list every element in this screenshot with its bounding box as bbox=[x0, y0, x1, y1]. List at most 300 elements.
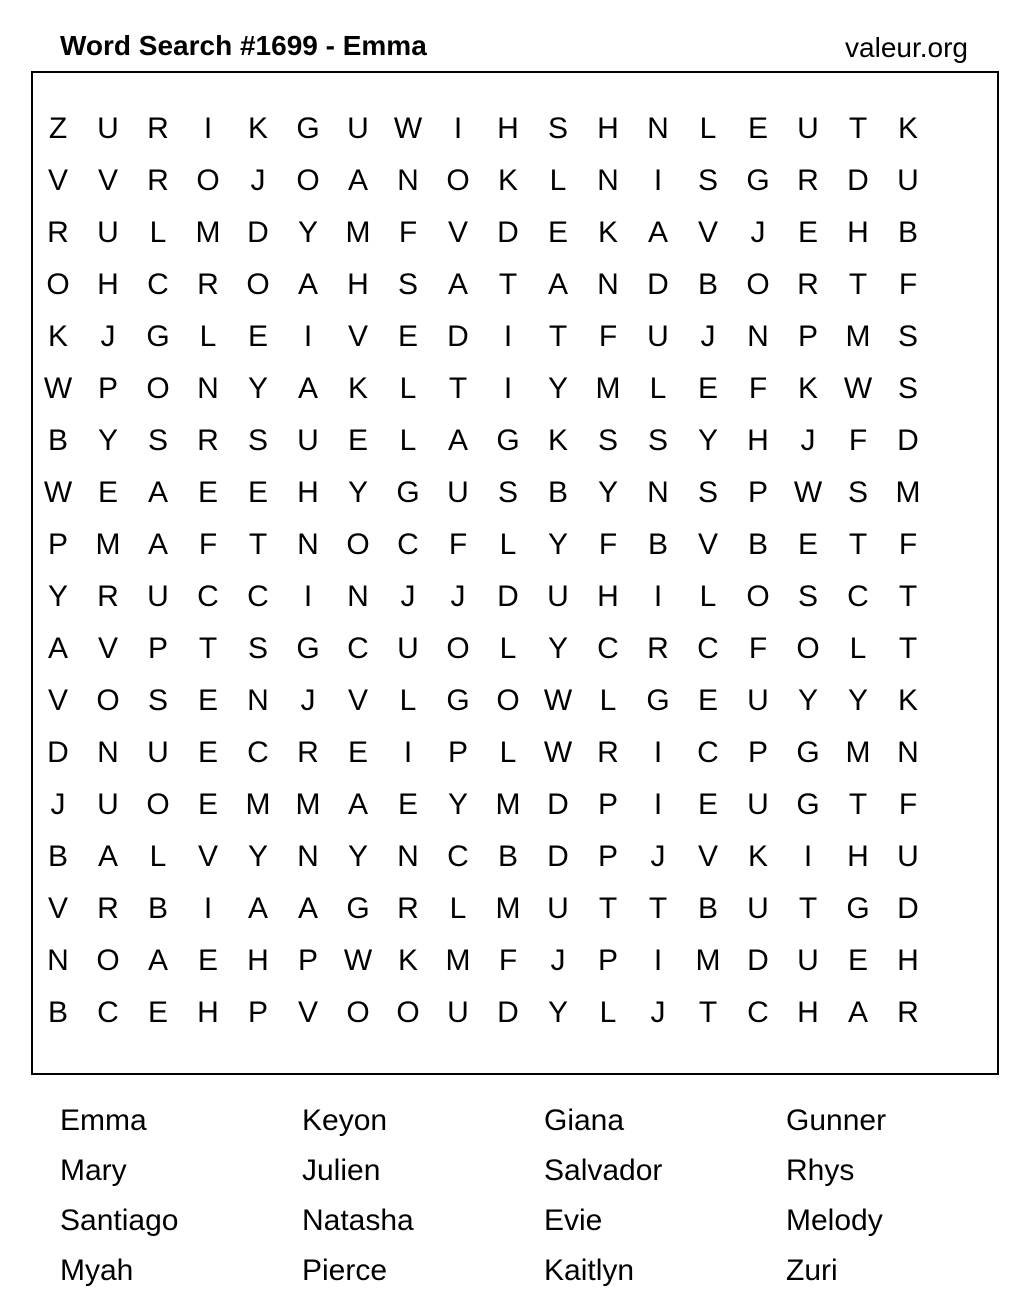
grid-cell[interactable]: T bbox=[848, 112, 868, 145]
grid-cell[interactable]: Y bbox=[547, 528, 568, 561]
grid-cell[interactable]: W bbox=[43, 372, 73, 405]
grid-cell[interactable]: J bbox=[800, 424, 816, 457]
grid-cell[interactable]: J bbox=[300, 684, 316, 717]
grid-cell[interactable]: K bbox=[897, 684, 918, 717]
grid-cell[interactable]: L bbox=[399, 424, 417, 457]
grid-cell[interactable]: I bbox=[303, 320, 313, 353]
grid-cell[interactable]: J bbox=[250, 164, 266, 197]
grid-cell[interactable]: J bbox=[450, 580, 466, 613]
grid-cell[interactable]: R bbox=[897, 996, 919, 1029]
grid-cell[interactable]: A bbox=[247, 892, 268, 925]
grid-cell[interactable]: S bbox=[247, 632, 268, 665]
grid-cell[interactable]: S bbox=[897, 372, 918, 405]
grid-cell[interactable]: A bbox=[297, 372, 318, 405]
grid-cell[interactable]: U bbox=[547, 580, 569, 613]
grid-cell[interactable]: U bbox=[747, 788, 769, 821]
grid-cell[interactable]: Y bbox=[597, 476, 618, 509]
grid-cell[interactable]: T bbox=[848, 788, 868, 821]
grid-cell[interactable]: U bbox=[447, 996, 469, 1029]
grid-cell[interactable]: O bbox=[796, 632, 820, 665]
grid-cell[interactable]: F bbox=[498, 944, 518, 977]
grid-cell[interactable]: B bbox=[147, 892, 168, 925]
grid-cell[interactable]: I bbox=[653, 788, 663, 821]
grid-cell[interactable]: K bbox=[597, 216, 618, 249]
grid-cell[interactable]: A bbox=[47, 632, 68, 665]
grid-cell[interactable]: I bbox=[653, 736, 663, 769]
grid-cell[interactable]: E bbox=[197, 944, 218, 977]
grid-cell[interactable]: J bbox=[50, 788, 66, 821]
grid-cell[interactable]: N bbox=[347, 580, 369, 613]
grid-cell[interactable]: B bbox=[897, 216, 918, 249]
grid-cell[interactable]: L bbox=[549, 164, 567, 197]
grid-cell[interactable]: F bbox=[898, 788, 918, 821]
grid-cell[interactable]: H bbox=[847, 216, 869, 249]
grid-cell[interactable]: R bbox=[797, 164, 819, 197]
grid-cell[interactable]: B bbox=[697, 268, 718, 301]
grid-cell[interactable]: G bbox=[746, 164, 770, 197]
grid-cell[interactable]: C bbox=[97, 996, 119, 1029]
grid-cell[interactable]: O bbox=[346, 528, 370, 561]
grid-cell[interactable]: D bbox=[497, 216, 519, 249]
grid-cell[interactable]: U bbox=[147, 580, 169, 613]
grid-cell[interactable]: S bbox=[497, 476, 518, 509]
grid-cell[interactable]: M bbox=[495, 892, 521, 925]
grid-cell[interactable]: E bbox=[797, 528, 818, 561]
grid-cell[interactable]: E bbox=[197, 684, 218, 717]
grid-cell[interactable]: N bbox=[597, 268, 619, 301]
grid-cell[interactable]: C bbox=[697, 736, 719, 769]
grid-cell[interactable]: J bbox=[650, 996, 666, 1029]
grid-cell[interactable]: T bbox=[798, 892, 818, 925]
grid-cell[interactable]: R bbox=[297, 736, 319, 769]
grid-cell[interactable]: S bbox=[697, 476, 718, 509]
grid-cell[interactable]: W bbox=[343, 944, 373, 977]
grid-cell[interactable]: E bbox=[197, 476, 218, 509]
grid-cell[interactable]: T bbox=[198, 632, 218, 665]
grid-cell[interactable]: O bbox=[146, 788, 170, 821]
grid-cell[interactable]: F bbox=[598, 320, 618, 353]
grid-cell[interactable]: Y bbox=[247, 840, 268, 873]
grid-cell[interactable]: S bbox=[797, 580, 818, 613]
grid-cell[interactable]: T bbox=[698, 996, 718, 1029]
grid-cell[interactable]: P bbox=[797, 320, 818, 353]
grid-cell[interactable]: U bbox=[647, 320, 669, 353]
grid-cell[interactable]: U bbox=[897, 840, 919, 873]
grid-cell[interactable]: P bbox=[597, 944, 618, 977]
grid-cell[interactable]: S bbox=[697, 164, 718, 197]
grid-cell[interactable]: N bbox=[647, 476, 669, 509]
grid-cell[interactable]: H bbox=[747, 424, 769, 457]
grid-cell[interactable]: J bbox=[650, 840, 666, 873]
grid-cell[interactable]: Y bbox=[847, 684, 868, 717]
grid-cell[interactable]: H bbox=[247, 944, 269, 977]
grid-cell[interactable]: U bbox=[797, 944, 819, 977]
grid-cell[interactable]: B bbox=[697, 892, 718, 925]
grid-cell[interactable]: O bbox=[396, 996, 420, 1029]
grid-cell[interactable]: J bbox=[750, 216, 766, 249]
grid-cell[interactable]: H bbox=[97, 268, 119, 301]
grid-cell[interactable]: V bbox=[697, 528, 718, 561]
grid-cell[interactable]: U bbox=[547, 892, 569, 925]
grid-cell[interactable]: Z bbox=[48, 112, 68, 145]
grid-cell[interactable]: C bbox=[247, 736, 269, 769]
grid-cell[interactable]: U bbox=[797, 112, 819, 145]
grid-cell[interactable]: I bbox=[203, 892, 213, 925]
grid-cell[interactable]: F bbox=[898, 528, 918, 561]
grid-cell[interactable]: T bbox=[898, 580, 918, 613]
grid-cell[interactable]: E bbox=[697, 372, 718, 405]
grid-cell[interactable]: L bbox=[449, 892, 467, 925]
grid-cell[interactable]: M bbox=[595, 372, 621, 405]
grid-cell[interactable]: O bbox=[46, 268, 70, 301]
grid-cell[interactable]: M bbox=[495, 788, 521, 821]
grid-cell[interactable]: V bbox=[47, 684, 68, 717]
grid-cell[interactable]: E bbox=[747, 112, 768, 145]
grid-cell[interactable]: A bbox=[447, 268, 468, 301]
grid-cell[interactable]: O bbox=[96, 684, 120, 717]
grid-cell[interactable]: A bbox=[147, 528, 168, 561]
grid-cell[interactable]: L bbox=[499, 528, 517, 561]
grid-cell[interactable]: L bbox=[849, 632, 867, 665]
grid-cell[interactable]: T bbox=[648, 892, 668, 925]
grid-cell[interactable]: E bbox=[247, 320, 268, 353]
grid-cell[interactable]: E bbox=[247, 476, 268, 509]
grid-cell[interactable]: F bbox=[748, 632, 768, 665]
grid-cell[interactable]: O bbox=[296, 164, 320, 197]
grid-cell[interactable]: O bbox=[446, 632, 470, 665]
grid-cell[interactable]: S bbox=[647, 424, 668, 457]
grid-cell[interactable]: M bbox=[245, 788, 271, 821]
grid-cell[interactable]: D bbox=[447, 320, 469, 353]
grid-cell[interactable]: S bbox=[847, 476, 868, 509]
grid-cell[interactable]: D bbox=[897, 892, 919, 925]
grid-cell[interactable]: P bbox=[597, 788, 618, 821]
grid-cell[interactable]: T bbox=[898, 632, 918, 665]
grid-cell[interactable]: I bbox=[503, 372, 513, 405]
grid-cell[interactable]: H bbox=[897, 944, 919, 977]
grid-cell[interactable]: D bbox=[47, 736, 69, 769]
grid-cell[interactable]: G bbox=[646, 684, 670, 717]
grid-cell[interactable]: C bbox=[147, 268, 169, 301]
grid-cell[interactable]: M bbox=[845, 320, 871, 353]
grid-cell[interactable]: E bbox=[697, 684, 718, 717]
grid-cell[interactable]: N bbox=[597, 164, 619, 197]
grid-cell[interactable]: F bbox=[848, 424, 868, 457]
grid-cell[interactable]: V bbox=[97, 632, 118, 665]
grid-cell[interactable]: A bbox=[297, 268, 318, 301]
grid-cell[interactable]: H bbox=[347, 268, 369, 301]
grid-cell[interactable]: A bbox=[347, 788, 368, 821]
grid-cell[interactable]: M bbox=[195, 216, 221, 249]
grid-cell[interactable]: J bbox=[700, 320, 716, 353]
grid-cell[interactable]: Y bbox=[547, 372, 568, 405]
grid-cell[interactable]: T bbox=[848, 268, 868, 301]
grid-cell[interactable]: D bbox=[247, 216, 269, 249]
grid-cell[interactable]: C bbox=[247, 580, 269, 613]
grid-cell[interactable]: A bbox=[647, 216, 668, 249]
grid-cell[interactable]: T bbox=[248, 528, 268, 561]
grid-cell[interactable]: Y bbox=[547, 996, 568, 1029]
grid-cell[interactable]: G bbox=[496, 424, 520, 457]
grid-cell[interactable]: C bbox=[847, 580, 869, 613]
grid-cell[interactable]: E bbox=[347, 736, 368, 769]
grid-cell[interactable]: Y bbox=[247, 372, 268, 405]
grid-cell[interactable]: V bbox=[47, 892, 68, 925]
grid-cell[interactable]: E bbox=[147, 996, 168, 1029]
grid-cell[interactable]: D bbox=[497, 580, 519, 613]
grid-cell[interactable]: A bbox=[147, 944, 168, 977]
grid-cell[interactable]: E bbox=[547, 216, 568, 249]
grid-cell[interactable]: P bbox=[747, 476, 768, 509]
grid-cell[interactable]: D bbox=[847, 164, 869, 197]
grid-cell[interactable]: K bbox=[47, 320, 68, 353]
grid-cell[interactable]: G bbox=[146, 320, 170, 353]
grid-cell[interactable]: L bbox=[699, 580, 717, 613]
grid-cell[interactable]: O bbox=[496, 684, 520, 717]
grid-cell[interactable]: T bbox=[498, 268, 518, 301]
grid-cell[interactable]: L bbox=[399, 684, 417, 717]
grid-cell[interactable]: Y bbox=[47, 580, 68, 613]
grid-cell[interactable]: Y bbox=[447, 788, 468, 821]
grid-cell[interactable]: L bbox=[599, 684, 617, 717]
grid-cell[interactable]: U bbox=[97, 788, 119, 821]
grid-cell[interactable]: F bbox=[448, 528, 468, 561]
grid-cell[interactable]: G bbox=[296, 632, 320, 665]
grid-cell[interactable]: I bbox=[653, 580, 663, 613]
grid-cell[interactable]: W bbox=[843, 372, 873, 405]
grid-cell[interactable]: C bbox=[347, 632, 369, 665]
grid-cell[interactable]: Y bbox=[547, 632, 568, 665]
grid-cell[interactable]: V bbox=[697, 840, 718, 873]
grid-cell[interactable]: L bbox=[599, 996, 617, 1029]
grid-cell[interactable]: E bbox=[697, 788, 718, 821]
grid-cell[interactable]: D bbox=[547, 788, 569, 821]
grid-cell[interactable]: C bbox=[597, 632, 619, 665]
grid-cell[interactable]: F bbox=[398, 216, 418, 249]
grid-cell[interactable]: C bbox=[197, 580, 219, 613]
grid-cell[interactable]: Y bbox=[97, 424, 118, 457]
grid-cell[interactable]: B bbox=[47, 840, 68, 873]
grid-cell[interactable]: E bbox=[797, 216, 818, 249]
grid-cell[interactable]: W bbox=[793, 476, 823, 509]
grid-cell[interactable]: F bbox=[898, 268, 918, 301]
grid-cell[interactable]: R bbox=[597, 736, 619, 769]
grid-cell[interactable]: K bbox=[547, 424, 568, 457]
grid-cell[interactable]: B bbox=[47, 996, 68, 1029]
grid-cell[interactable]: M bbox=[295, 788, 321, 821]
grid-cell[interactable]: E bbox=[397, 320, 418, 353]
grid-cell[interactable]: E bbox=[197, 736, 218, 769]
grid-cell[interactable]: V bbox=[197, 840, 218, 873]
grid-cell[interactable]: P bbox=[297, 944, 318, 977]
grid-cell[interactable]: V bbox=[47, 164, 68, 197]
grid-cell[interactable]: A bbox=[847, 996, 868, 1029]
grid-cell[interactable]: N bbox=[647, 112, 669, 145]
grid-cell[interactable]: R bbox=[147, 112, 169, 145]
grid-cell[interactable]: O bbox=[346, 996, 370, 1029]
grid-cell[interactable]: K bbox=[797, 372, 818, 405]
grid-cell[interactable]: L bbox=[499, 632, 517, 665]
grid-cell[interactable]: I bbox=[203, 112, 213, 145]
grid-cell[interactable]: U bbox=[297, 424, 319, 457]
grid-cell[interactable]: H bbox=[847, 840, 869, 873]
grid-cell[interactable]: L bbox=[149, 216, 167, 249]
grid-cell[interactable]: O bbox=[746, 268, 770, 301]
grid-cell[interactable]: A bbox=[347, 164, 368, 197]
grid-cell[interactable]: D bbox=[747, 944, 769, 977]
grid-cell[interactable]: P bbox=[147, 632, 168, 665]
grid-cell[interactable]: V bbox=[97, 164, 118, 197]
grid-cell[interactable]: H bbox=[197, 996, 219, 1029]
grid-cell[interactable]: I bbox=[653, 164, 663, 197]
grid-cell[interactable]: G bbox=[346, 892, 370, 925]
grid-cell[interactable]: G bbox=[296, 112, 320, 145]
grid-cell[interactable]: M bbox=[95, 528, 121, 561]
grid-cell[interactable]: U bbox=[397, 632, 419, 665]
grid-cell[interactable]: S bbox=[897, 320, 918, 353]
grid-cell[interactable]: H bbox=[297, 476, 319, 509]
grid-cell[interactable]: W bbox=[543, 736, 573, 769]
grid-cell[interactable]: B bbox=[747, 528, 768, 561]
grid-cell[interactable]: L bbox=[399, 372, 417, 405]
grid-cell[interactable]: M bbox=[345, 216, 371, 249]
grid-cell[interactable]: R bbox=[97, 580, 119, 613]
grid-cell[interactable]: L bbox=[149, 840, 167, 873]
grid-cell[interactable]: C bbox=[397, 528, 419, 561]
grid-cell[interactable]: U bbox=[747, 892, 769, 925]
grid-cell[interactable]: W bbox=[543, 684, 573, 717]
grid-cell[interactable]: W bbox=[393, 112, 423, 145]
grid-cell[interactable]: N bbox=[397, 164, 419, 197]
grid-cell[interactable]: E bbox=[97, 476, 118, 509]
grid-cell[interactable]: N bbox=[397, 840, 419, 873]
grid-cell[interactable]: U bbox=[747, 684, 769, 717]
grid-cell[interactable]: E bbox=[347, 424, 368, 457]
grid-cell[interactable]: A bbox=[547, 268, 568, 301]
grid-cell[interactable]: U bbox=[347, 112, 369, 145]
grid-cell[interactable]: C bbox=[697, 632, 719, 665]
grid-cell[interactable]: E bbox=[197, 788, 218, 821]
grid-cell[interactable]: R bbox=[147, 164, 169, 197]
grid-cell[interactable]: U bbox=[97, 112, 119, 145]
grid-cell[interactable]: H bbox=[497, 112, 519, 145]
grid-cell[interactable]: F bbox=[748, 372, 768, 405]
grid-cell[interactable]: Y bbox=[697, 424, 718, 457]
grid-cell[interactable]: M bbox=[695, 944, 721, 977]
grid-cell[interactable]: N bbox=[747, 320, 769, 353]
grid-cell[interactable]: T bbox=[848, 528, 868, 561]
grid-cell[interactable]: U bbox=[897, 164, 919, 197]
grid-cell[interactable]: K bbox=[747, 840, 768, 873]
grid-cell[interactable]: A bbox=[97, 840, 118, 873]
grid-cell[interactable]: R bbox=[797, 268, 819, 301]
grid-cell[interactable]: F bbox=[198, 528, 218, 561]
grid-cell[interactable]: J bbox=[100, 320, 116, 353]
grid-cell[interactable]: G bbox=[796, 736, 820, 769]
grid-cell[interactable]: L bbox=[699, 112, 717, 145]
grid-cell[interactable]: S bbox=[147, 424, 168, 457]
grid-cell[interactable]: I bbox=[503, 320, 513, 353]
grid-cell[interactable]: N bbox=[297, 840, 319, 873]
grid-cell[interactable]: I bbox=[403, 736, 413, 769]
grid-cell[interactable]: F bbox=[598, 528, 618, 561]
grid-cell[interactable]: J bbox=[400, 580, 416, 613]
grid-cell[interactable]: Y bbox=[347, 476, 368, 509]
grid-cell[interactable]: R bbox=[197, 424, 219, 457]
grid-cell[interactable]: D bbox=[897, 424, 919, 457]
grid-cell[interactable]: E bbox=[397, 788, 418, 821]
grid-cell[interactable]: L bbox=[499, 736, 517, 769]
grid-cell[interactable]: J bbox=[550, 944, 566, 977]
grid-cell[interactable]: B bbox=[547, 476, 568, 509]
grid-cell[interactable]: K bbox=[497, 164, 518, 197]
grid-cell[interactable]: D bbox=[547, 840, 569, 873]
grid-cell[interactable]: N bbox=[47, 944, 69, 977]
grid-cell[interactable]: P bbox=[447, 736, 468, 769]
grid-cell[interactable]: O bbox=[96, 944, 120, 977]
grid-cell[interactable]: C bbox=[447, 840, 469, 873]
grid-cell[interactable]: U bbox=[147, 736, 169, 769]
grid-cell[interactable]: U bbox=[97, 216, 119, 249]
grid-cell[interactable]: O bbox=[246, 268, 270, 301]
grid-cell[interactable]: O bbox=[196, 164, 220, 197]
grid-cell[interactable]: M bbox=[445, 944, 471, 977]
grid-cell[interactable]: O bbox=[746, 580, 770, 613]
grid-cell[interactable]: Y bbox=[347, 840, 368, 873]
grid-cell[interactable]: V bbox=[697, 216, 718, 249]
grid-cell[interactable]: M bbox=[845, 736, 871, 769]
grid-cell[interactable]: R bbox=[397, 892, 419, 925]
grid-cell[interactable]: Y bbox=[797, 684, 818, 717]
grid-cell[interactable]: R bbox=[647, 632, 669, 665]
grid-cell[interactable]: G bbox=[396, 476, 420, 509]
grid-cell[interactable]: V bbox=[297, 996, 318, 1029]
grid-cell[interactable]: K bbox=[247, 112, 268, 145]
grid-cell[interactable]: D bbox=[647, 268, 669, 301]
grid-cell[interactable]: G bbox=[796, 788, 820, 821]
grid-cell[interactable]: O bbox=[146, 372, 170, 405]
grid-cell[interactable]: T bbox=[548, 320, 568, 353]
grid-cell[interactable]: P bbox=[747, 736, 768, 769]
grid-cell[interactable]: V bbox=[447, 216, 468, 249]
grid-cell[interactable]: T bbox=[448, 372, 468, 405]
grid-cell[interactable]: B bbox=[47, 424, 68, 457]
grid-cell[interactable]: V bbox=[347, 320, 368, 353]
grid-cell[interactable]: H bbox=[797, 996, 819, 1029]
grid-cell[interactable]: P bbox=[597, 840, 618, 873]
grid-cell[interactable]: V bbox=[347, 684, 368, 717]
grid-cell[interactable]: P bbox=[47, 528, 68, 561]
grid-cell[interactable]: I bbox=[803, 840, 813, 873]
grid-cell[interactable]: P bbox=[247, 996, 268, 1029]
grid-cell[interactable]: R bbox=[197, 268, 219, 301]
grid-cell[interactable]: K bbox=[347, 372, 368, 405]
grid-cell[interactable]: S bbox=[547, 112, 568, 145]
grid-cell[interactable]: P bbox=[97, 372, 118, 405]
grid-cell[interactable]: R bbox=[47, 216, 69, 249]
grid-cell[interactable]: B bbox=[647, 528, 668, 561]
grid-cell[interactable]: L bbox=[649, 372, 667, 405]
grid-cell[interactable]: O bbox=[446, 164, 470, 197]
grid-cell[interactable]: A bbox=[447, 424, 468, 457]
grid-cell[interactable]: T bbox=[598, 892, 618, 925]
grid-cell[interactable]: M bbox=[895, 476, 921, 509]
grid-cell[interactable]: S bbox=[597, 424, 618, 457]
grid-cell[interactable]: D bbox=[497, 996, 519, 1029]
grid-cell[interactable]: W bbox=[43, 476, 73, 509]
grid-cell[interactable]: G bbox=[446, 684, 470, 717]
grid-cell[interactable]: R bbox=[97, 892, 119, 925]
